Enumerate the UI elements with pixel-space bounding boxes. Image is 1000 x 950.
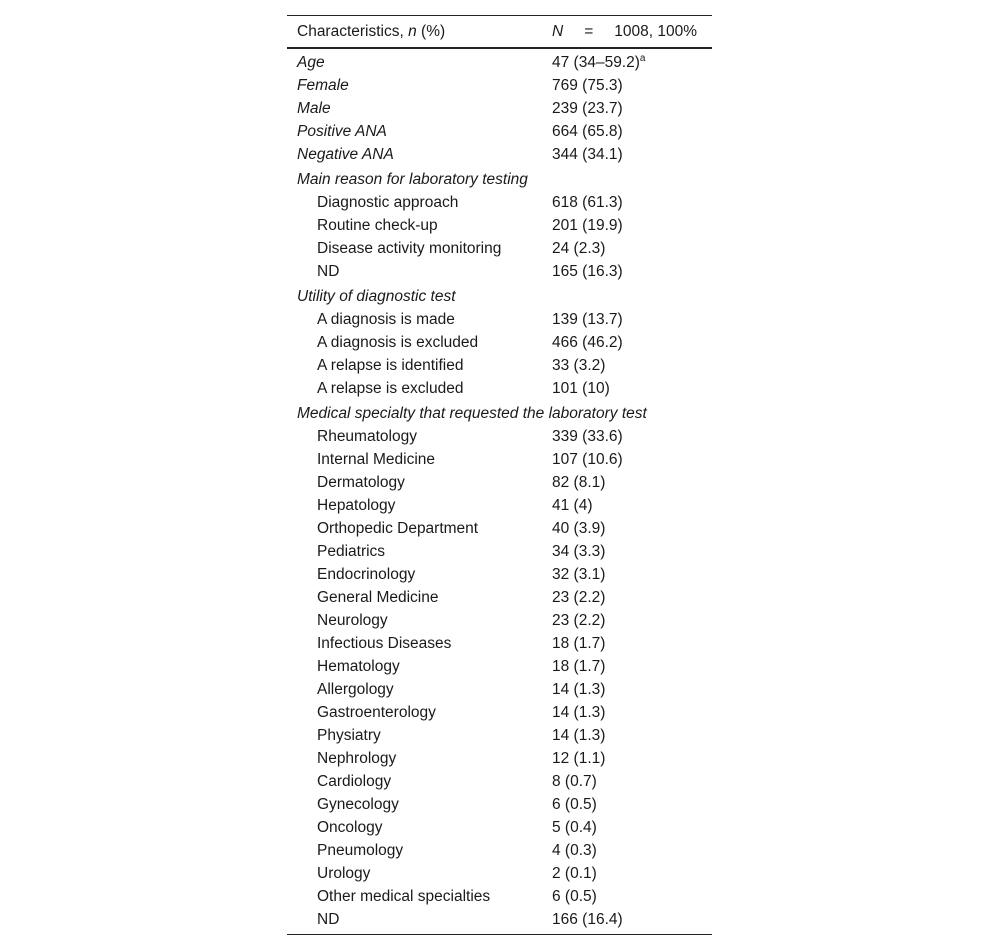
table-row [287, 908, 712, 931]
row-value [552, 612, 605, 630]
header-n: n [408, 22, 417, 40]
header-percent: (%) [416, 22, 446, 40]
table-row [287, 308, 712, 331]
row-value [552, 146, 623, 164]
footnote-marker: a [639, 52, 646, 64]
row-label: Rheumatology [317, 427, 417, 445]
table-row [287, 540, 712, 563]
row-value [552, 681, 605, 699]
row-value-text: 339 (33.6) [552, 427, 623, 445]
row-value-text: 40 (3.9) [552, 519, 606, 537]
table-row [287, 143, 712, 166]
row-value [552, 240, 605, 258]
table-row [287, 448, 712, 471]
row-label: Gastroenterology [317, 703, 436, 721]
row-value-text: 466 (46.2) [552, 333, 623, 351]
row-label: Physiatry [317, 726, 381, 744]
header-characteristics [297, 23, 445, 41]
row-label: Endocrinology [317, 565, 416, 583]
table-row [287, 701, 712, 724]
row-value-text: 14 (1.3) [552, 703, 606, 721]
table-row [287, 632, 712, 655]
row-label: Diagnostic approach [317, 193, 459, 211]
header-N: N [552, 22, 564, 40]
table-row [287, 74, 712, 97]
row-value-text: 618 (61.3) [552, 193, 623, 211]
row-value-text: 33 (3.2) [552, 356, 606, 374]
row-value-text: 166 (16.4) [552, 910, 623, 928]
row-value [552, 704, 605, 722]
characteristics-table [287, 15, 712, 935]
section-heading [287, 400, 712, 425]
row-label: Cardiology [317, 772, 392, 790]
row-value [552, 543, 605, 561]
row-value-text: 344 (34.1) [552, 145, 623, 163]
row-value [552, 911, 623, 929]
table-row [287, 678, 712, 701]
row-value-text: 12 (1.1) [552, 749, 606, 767]
row-value [552, 100, 623, 118]
table-row [287, 51, 712, 74]
row-value-text: 14 (1.3) [552, 680, 606, 698]
row-label: Utility of diagnostic test [297, 287, 456, 305]
row-label: Gynecology [317, 795, 399, 813]
table-row [287, 237, 712, 260]
row-value [552, 566, 605, 584]
table-row [287, 563, 712, 586]
row-label: Allergology [317, 680, 394, 698]
row-value [552, 888, 597, 906]
table-row [287, 770, 712, 793]
table-row [287, 331, 712, 354]
row-label: Pneumology [317, 841, 404, 859]
row-value [552, 217, 623, 235]
row-value-text: 32 (3.1) [552, 565, 606, 583]
row-value-text: 664 (65.8) [552, 122, 623, 140]
row-value-text: 4 (0.3) [552, 841, 597, 859]
row-value-text: 101 (10) [552, 379, 610, 397]
section-heading [287, 166, 712, 191]
table-row [287, 839, 712, 862]
row-label: Neurology [317, 611, 388, 629]
row-value [552, 796, 597, 814]
header-total-value: 1008, 100% [614, 22, 698, 40]
row-value [552, 380, 610, 398]
table-row [287, 494, 712, 517]
row-value-text: 23 (2.2) [552, 588, 606, 606]
table-row [287, 354, 712, 377]
row-label: Age [297, 53, 325, 71]
table-row [287, 747, 712, 770]
table-header-row [287, 16, 712, 47]
row-value-text: 24 (2.3) [552, 239, 606, 257]
row-label: Hematology [317, 657, 400, 675]
row-value-text: 107 (10.6) [552, 450, 623, 468]
row-value-text: 769 (75.3) [552, 76, 623, 94]
row-label: Positive ANA [297, 122, 387, 140]
row-value [552, 357, 605, 375]
row-value-text: 14 (1.3) [552, 726, 606, 744]
row-label: Dermatology [317, 473, 405, 491]
row-label: Urology [317, 864, 371, 882]
row-label: Main reason for laboratory testing [297, 170, 528, 188]
table-row [287, 214, 712, 237]
row-label: Hepatology [317, 496, 396, 514]
row-value-text: 41 (4) [552, 496, 593, 514]
row-label: General Medicine [317, 588, 439, 606]
table-bottom-rule [287, 934, 712, 935]
row-label: Oncology [317, 818, 383, 836]
row-label: Female [297, 76, 349, 94]
row-value-text: 6 (0.5) [552, 795, 597, 813]
row-value-text: 2 (0.1) [552, 864, 597, 882]
row-value-text: 239 (23.7) [552, 99, 623, 117]
table-row [287, 471, 712, 494]
row-label: Disease activity monitoring [317, 239, 502, 257]
section-heading [287, 283, 712, 308]
header-equals: = [584, 22, 594, 40]
row-label: Internal Medicine [317, 450, 436, 468]
table-row [287, 425, 712, 448]
row-label: Nephrology [317, 749, 397, 767]
row-value-text: 18 (1.7) [552, 634, 606, 652]
row-value [552, 451, 623, 469]
row-value-text: 34 (3.3) [552, 542, 606, 560]
row-value [552, 428, 623, 446]
row-value [552, 750, 605, 768]
row-value [552, 658, 605, 676]
table-row [287, 793, 712, 816]
row-value-text: 23 (2.2) [552, 611, 606, 629]
row-value [552, 727, 605, 745]
table-row [287, 609, 712, 632]
row-value-text: 47 (34–59.2) [552, 53, 640, 71]
table-row [287, 260, 712, 283]
row-value [552, 497, 593, 515]
row-value-text: 82 (8.1) [552, 473, 606, 491]
row-value-text: 139 (13.7) [552, 310, 623, 328]
row-value [552, 54, 645, 72]
row-label: ND [317, 262, 340, 280]
row-label: A relapse is identified [317, 356, 464, 374]
table-row [287, 586, 712, 609]
row-value [552, 520, 605, 538]
row-label: A relapse is excluded [317, 379, 464, 397]
row-label: Orthopedic Department [317, 519, 479, 537]
row-value [552, 263, 623, 281]
header-total [552, 23, 697, 41]
row-label: Negative ANA [297, 145, 394, 163]
table-row [287, 191, 712, 214]
row-value [552, 334, 623, 352]
row-value-text: 8 (0.7) [552, 772, 597, 790]
table-row [287, 816, 712, 839]
row-label: Medical specialty that requested the laboratory test [297, 404, 647, 422]
row-label: Infectious Diseases [317, 634, 452, 652]
row-value [552, 842, 597, 860]
row-value-text: 18 (1.7) [552, 657, 606, 675]
row-value [552, 194, 623, 212]
row-label: Pediatrics [317, 542, 386, 560]
row-value [552, 819, 597, 837]
table-body [287, 51, 712, 931]
table-row [287, 655, 712, 678]
row-value-text: 6 (0.5) [552, 887, 597, 905]
row-label: Male [297, 99, 331, 117]
row-label: ND [317, 910, 340, 928]
row-value [552, 773, 597, 791]
row-value [552, 589, 605, 607]
row-value-text: 5 (0.4) [552, 818, 597, 836]
row-label: A diagnosis is excluded [317, 333, 479, 351]
row-label: Routine check-up [317, 216, 438, 234]
row-value-text: 165 (16.3) [552, 262, 623, 280]
row-value [552, 77, 623, 95]
row-label: Other medical specialties [317, 887, 491, 905]
row-value [552, 635, 605, 653]
row-value [552, 311, 623, 329]
row-value [552, 474, 605, 492]
header-characteristics-text: Characteristics, [297, 22, 409, 40]
table-row [287, 377, 712, 400]
table-row [287, 724, 712, 747]
table-row [287, 517, 712, 540]
row-value [552, 123, 623, 141]
table-row [287, 120, 712, 143]
row-value-text: 201 (19.9) [552, 216, 623, 234]
table-row [287, 885, 712, 908]
row-label: A diagnosis is made [317, 310, 455, 328]
table-row [287, 862, 712, 885]
table-row [287, 97, 712, 120]
row-value [552, 865, 597, 883]
